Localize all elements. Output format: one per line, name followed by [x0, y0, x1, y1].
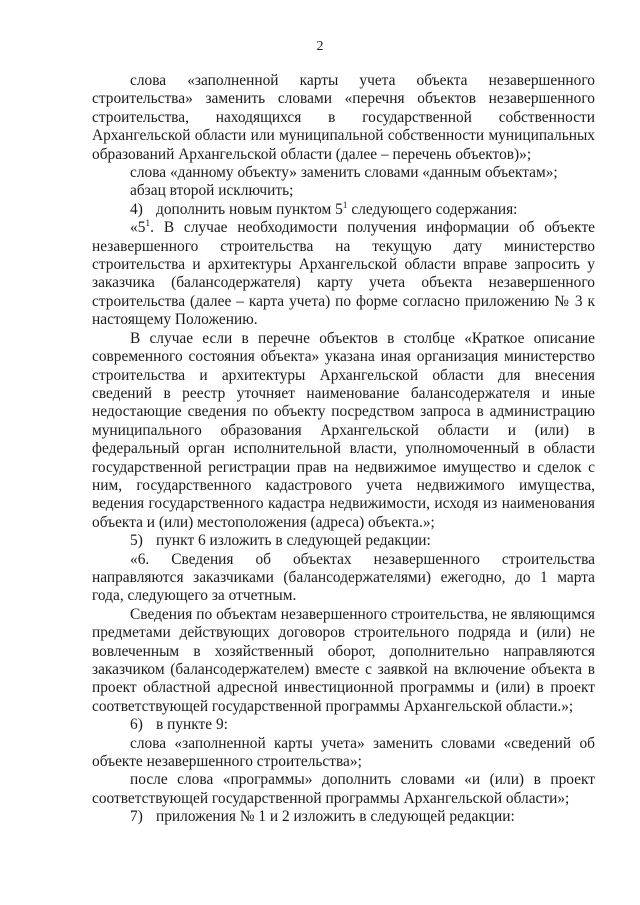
paragraph-5-text: . В случае необходимости получения информации об объекте незавершенного строительства на текущую дату министерство строительства и архитектуры Архангельской области вправе запросить у заказчика (балансодержателя) карту учета объекта незавершенного строительства (далее – карта учета) по форме согласно приложению № 3 к настоящему Положению. — [92, 219, 595, 329]
paragraph-8: «6. Сведения об объектах незавершенного строительства направляются заказчиками (балансодержателями) ежегодно, до 1 марта года, следующего за отчетным. — [92, 550, 595, 605]
item-6 — [92, 716, 595, 734]
paragraph-6: В случае если в перечне объектов в столбце «Краткое описание современного состояния объекта» указана иная организация министерство строительства и архитектуры Архангельской области для внесения сведений в реестр уточняет наименование балансодержателя и иные недостающие сведения по объекту посредством запроса в администрацию муниципального образования Архангельской области и (или) в федеральный орган исполнительной власти, уполномоченный в области государственной регистрации прав на недвижимое имущество и сделок с ним, государственного кадастрового учета недвижимого имущества, ведения государственного кадастра недвижимости, исходя из наименования объекта и (или) местоположения (адреса) объекта.»; — [92, 329, 595, 531]
item-7 — [92, 808, 595, 826]
item-5-number: 5) — [130, 532, 143, 550]
item-7-number: 7) — [130, 808, 143, 826]
page-number: 2 — [316, 39, 324, 54]
paragraph-5 — [92, 219, 595, 329]
item-4 — [92, 201, 595, 219]
paragraph-5-prefix: «5 — [130, 219, 146, 237]
paragraph-1: слова «заполненной карты учета объекта незавершенного строительства» заменить словами «перечня объектов незавершенного строительства, находящихся в государственной собственности Архангельской области или муниципальной собственности муниципальных образований Архангельской области (далее – перечень объектов)»; — [92, 72, 595, 163]
item-4-superscript: 1 — [342, 200, 348, 211]
item-4-text: дополнить новым пунктом 5 — [156, 200, 343, 218]
item-4-text-end: следующего содержания: — [347, 200, 518, 218]
document-body — [92, 72, 595, 827]
item-5 — [92, 532, 595, 550]
item-6-text: в пункте 9: — [156, 716, 228, 734]
paragraph-9: Сведения по объектам незавершенного строительства, не являющимся предметами действующих договоров строительного подряда и (или) не вовлеченным в хозяйственный оборот, дополнительно направляются заказчиком (балансодержателем) вместе с заявкой на включение объекта в проект областной адресной инвестиционной программы и (или) в проект соответствующей государственной программы Архангельской области.»; — [92, 605, 595, 715]
paragraph-12: после слова «программы» дополнить словами «и (или) в проект соответствующей государственной программы Архангельской области»; — [92, 771, 595, 807]
item-5-text: пункт 6 изложить в следующей редакции: — [156, 532, 431, 550]
item-7-text: приложения № 1 и 2 изложить в следующей редакции: — [156, 808, 515, 826]
item-4-number: 4) — [130, 200, 143, 218]
paragraph-3: абзац второй исключить; — [130, 182, 294, 200]
paragraph-2: слова «данному объекту» заменить словами «данным объектам»; — [130, 164, 558, 182]
item-6-number: 6) — [130, 716, 143, 734]
paragraph-5-superscript: 1 — [145, 219, 151, 230]
paragraph-11: слова «заполненной карты учета» заменить словами «сведений об объекте незавершенного строительства»; — [92, 734, 595, 771]
